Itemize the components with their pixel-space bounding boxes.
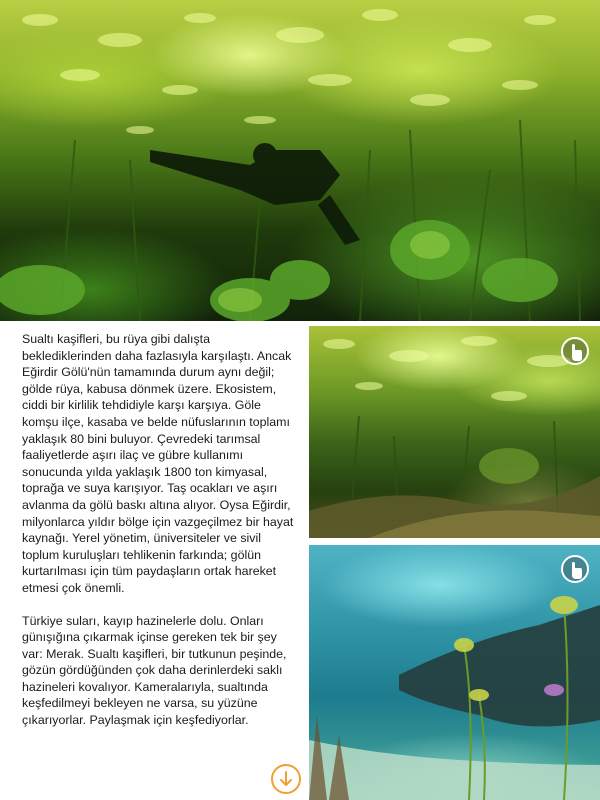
- underwater-lilies-photo: [309, 545, 600, 800]
- scroll-down-button[interactable]: [271, 764, 301, 794]
- touch-hand-icon-glyph: [567, 342, 585, 362]
- touch-hand-icon[interactable]: [561, 555, 589, 583]
- hero-photo: [0, 0, 600, 321]
- underwater-plants-art: [309, 326, 600, 538]
- touch-hand-icon-glyph: [567, 560, 585, 580]
- touch-hand-icon[interactable]: [561, 337, 589, 365]
- underwater-plants-photo: [309, 326, 600, 538]
- article-text: [22, 331, 294, 745]
- hero-photo-art: [0, 0, 600, 321]
- article-paragraph-2: Türkiye suları, kayıp hazinelerle dolu. Onları günışığına çıkarmak içinse gereken tek bir şey var: Merak. Sualtı kaşifleri, bir tutkunun peşinde, gözün gördüğünden çok daha derinlerdeki saklı hazineleri kovalıyor. Kameralarıyla, sualtında keşfedilmeyi bekleyen ne varsa, su yüzüne çıkarıyorlar. Paylaşmak için keşfediyorlar.: [22, 613, 287, 728]
- arrow-down-icon: [279, 771, 293, 787]
- article-paragraph-1: Sualtı kaşifleri, bu rüya gibi dalışta beklediklerinden daha fazlasıyla karşılaştı. Ancak Eğirdir Gölü'nün tamamında durum aynı değil; gölde rüya, kabusa dönmek üzere. Ekosistem, ciddi bir kirlilik tehdidiyle karşı karşıya. Göle komşu ilçe, kasaba ve belde nüfuslarının toplamı yaklaşık 80 bini buluyor. Çevredeki tarımsal faaliyetlerde aşırı ilaç ve gübre kullanımı sonucunda yılda yaklaşık 1800 ton kimyasal, toprağa ve suya karışıyor. Taş ocakları ve aşırı avlanma da gölü baskı altına alıyor. Oysa Eğirdir, milyonlarca yıldır bölge için vazgeçilmez bir hayat kaynağı. Yerel yönetim, üniversiteler ve sivil toplum kuruluşları tehlikenin farkında; gölün kurtarılması için tüm paydaşların ortak hareket etmesi çok önemli.: [22, 332, 294, 595]
- underwater-lilies-art: [309, 545, 600, 800]
